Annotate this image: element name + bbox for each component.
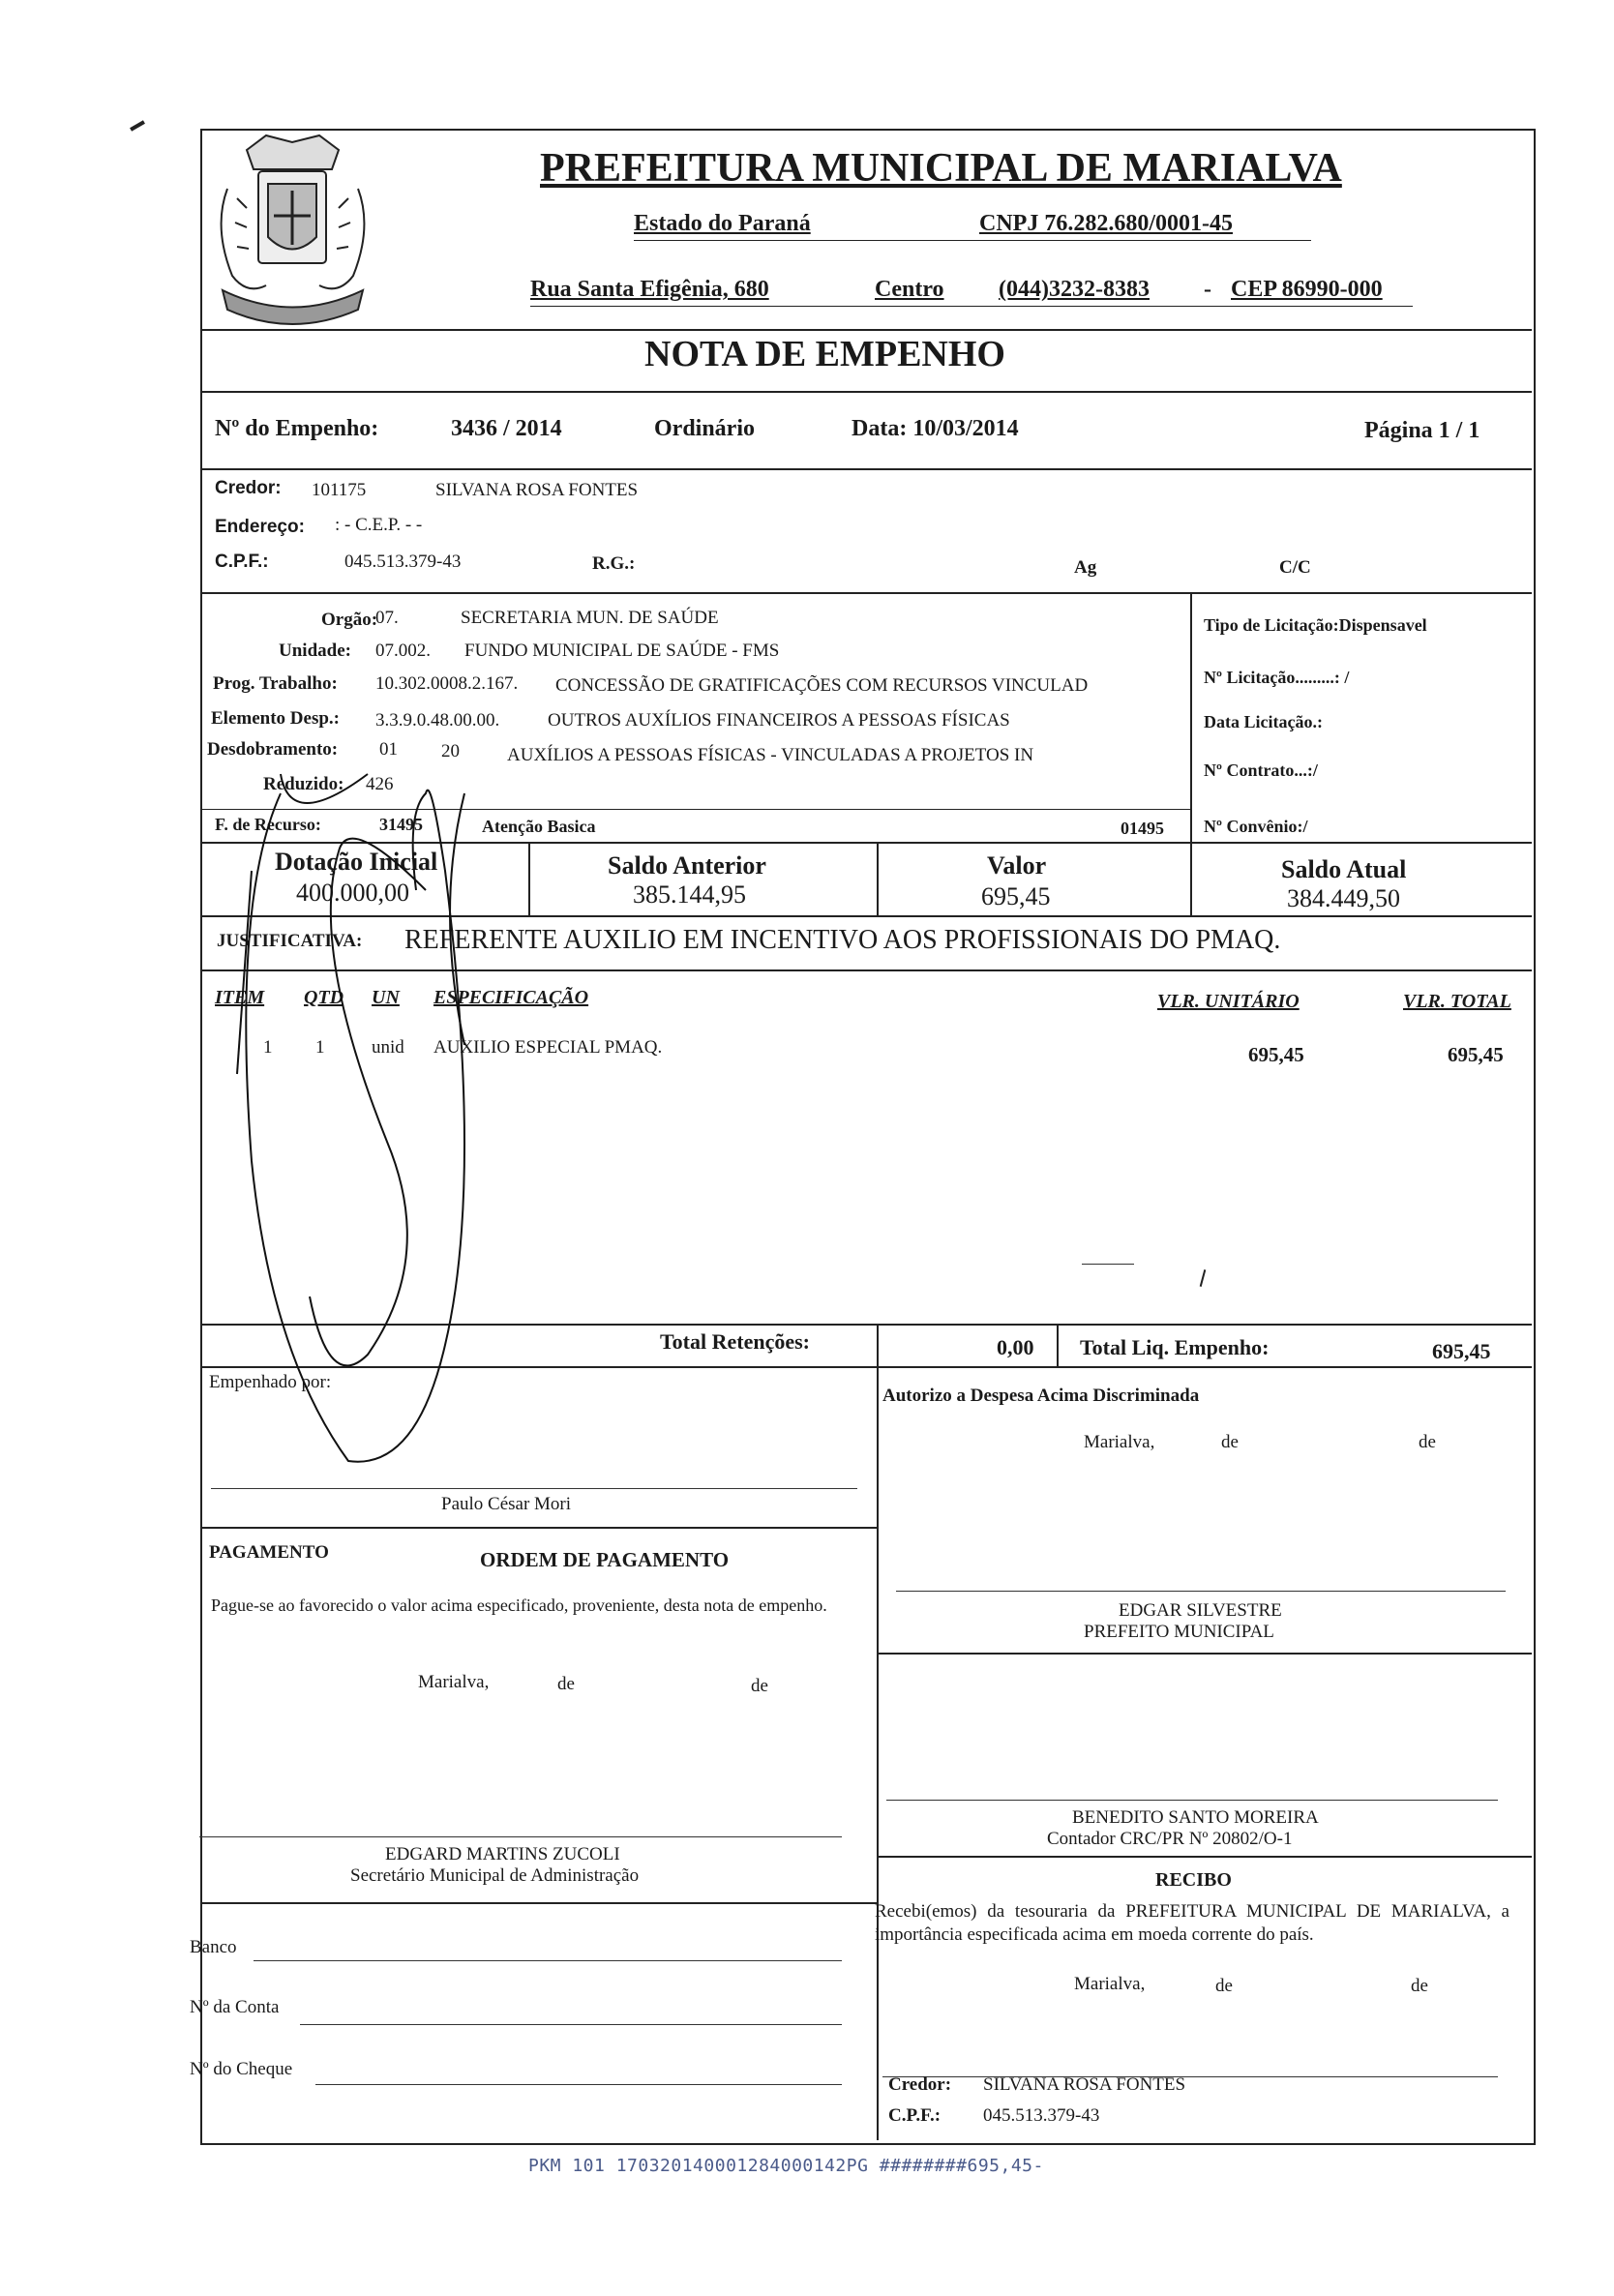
- licitacao-number: Nº Licitação.........: /: [1204, 668, 1350, 687]
- conta-field-line: [300, 2024, 842, 2025]
- empenho-label: Nº do Empenho:: [215, 416, 379, 441]
- address-underline: [530, 306, 1413, 307]
- desdobramento-name: AUXÍLIOS A PESSOAS FÍSICAS - VINCULADAS A PROJETOS IN: [507, 745, 1034, 765]
- recibo-city: Marialva,: [1074, 1974, 1146, 1994]
- unit-price-cell: 695,45: [1248, 1043, 1304, 1066]
- dotacao-label: Dotação Inicial: [275, 848, 438, 876]
- spec-cell: AUXILIO ESPECIAL PMAQ.: [433, 1037, 663, 1058]
- banco-field-line: [254, 1960, 842, 1961]
- empenho-date: Data: 10/03/2014: [852, 416, 1019, 441]
- contador-top-line: [877, 1653, 1532, 1655]
- contador-role: Contador CRC/PR Nº 20802/O-1: [1047, 1829, 1293, 1849]
- orgao-code: 07.: [375, 608, 399, 628]
- saldo-anterior-value: 385.144,95: [633, 880, 746, 909]
- title-bottom-line: [200, 391, 1532, 393]
- endereco-label: Endereço:: [215, 517, 305, 537]
- justificativa-label: JUSTIFICATIVA:: [217, 931, 363, 951]
- endereco-value: : - C.E.P. - -: [335, 515, 423, 535]
- desdobramento-code1: 01: [379, 739, 398, 760]
- info-bottom-line: [200, 468, 1532, 470]
- contador-sign-line: [886, 1800, 1498, 1801]
- autorizo-de-1: de: [1221, 1432, 1239, 1452]
- page-number: Página 1 / 1: [1364, 418, 1480, 443]
- saldo-atual-label: Saldo Atual: [1281, 855, 1407, 883]
- qtd-cell: 1: [315, 1037, 325, 1058]
- recibo-label: RECIBO: [1155, 1869, 1232, 1891]
- empenhado-label: Empenhado por:: [209, 1372, 332, 1392]
- cc-label: C/C: [1279, 557, 1311, 578]
- recibo-de-2: de: [1411, 1976, 1428, 1996]
- recibo-credor-name: SILVANA ROSA FONTES: [983, 2074, 1186, 2095]
- contador-name: BENEDITO SANTO MOREIRA: [1072, 1807, 1319, 1828]
- rg-label: R.G.:: [592, 553, 636, 574]
- recurso-label: F. de Recurso:: [215, 815, 321, 834]
- recurso-name: Atenção Basica: [482, 817, 596, 836]
- autorizo-label: Autorizo a Despesa Acima Discriminada: [882, 1386, 1200, 1406]
- total-liq-value: 695,45: [1432, 1339, 1491, 1363]
- desdobramento-code2: 20: [441, 741, 460, 761]
- lower-divider: [877, 1366, 879, 2140]
- item-header: ITEM: [215, 987, 265, 1008]
- empenhado-name: Paulo César Mori: [441, 1494, 572, 1514]
- retencoes-value: 0,00: [997, 1335, 1034, 1359]
- ag-label: Ag: [1074, 557, 1097, 578]
- empenho-number: 3436 / 2014: [451, 416, 562, 441]
- cheque-field-line: [315, 2084, 842, 2085]
- qtd-header: QTD: [304, 987, 344, 1008]
- autorizo-city: Marialva,: [1084, 1432, 1155, 1452]
- pagamento-label: PAGAMENTO: [209, 1542, 329, 1563]
- corner-mark: [130, 120, 145, 131]
- pagamento-city: Marialva,: [418, 1672, 490, 1692]
- secretario-name: EDGARD MARTINS ZUCOLI: [385, 1844, 620, 1864]
- elemento-code: 3.3.9.0.48.00.00.: [375, 710, 500, 731]
- empenhado-sign-line: [211, 1488, 857, 1489]
- recibo-sign-line: [882, 2076, 1498, 2077]
- licitacao-date: Data Licitação.:: [1204, 712, 1323, 731]
- pagamento-de-1: de: [557, 1674, 575, 1694]
- page-title: PREFEITURA MUNICIPAL DE MARIALVA: [540, 146, 1342, 191]
- credor-label: Credor:: [215, 478, 282, 498]
- credor-code: 101175: [312, 480, 367, 500]
- phone-label: (044)3232-8383: [999, 277, 1150, 302]
- stray-mark: [1082, 1264, 1134, 1265]
- vlr-unitario-header: VLR. UNITÁRIO: [1157, 991, 1300, 1012]
- pagamento-de-2: de: [751, 1676, 768, 1696]
- header-separator: -: [1204, 277, 1211, 302]
- autorizo-de-2: de: [1419, 1432, 1436, 1452]
- recibo-text: Recebi(emos) da tesouraria da PREFEITURA MUNICIPAL DE MARIALVA, a importância especificada acima em moeda corrente do país.: [875, 1901, 1509, 1945]
- coat-of-arms-logo: [208, 131, 377, 339]
- desdobramento-label: Desdobramento:: [207, 739, 339, 760]
- valor-label: Valor: [987, 851, 1047, 880]
- saldo-atual-value: 384.449,50: [1287, 884, 1400, 912]
- unidade-name: FUNDO MUNICIPAL DE SAÚDE - FMS: [464, 641, 780, 661]
- recibo-cpf-label: C.P.F.:: [888, 2105, 942, 2126]
- contrato-number: Nº Contrato...:/: [1204, 760, 1318, 780]
- title-top-line: [200, 329, 1532, 331]
- un-cell: unid: [372, 1037, 404, 1058]
- totals-divider-1: [877, 1324, 879, 1366]
- footer-code: PKM 101 170320140001284000142PG ########695,45-: [528, 2156, 1044, 2176]
- prog-code: 10.302.0008.2.167.: [375, 673, 519, 694]
- cheque-label: Nº do Cheque: [190, 2059, 293, 2079]
- reduzido-value: 426: [366, 774, 394, 794]
- document-title: NOTA DE EMPENHO: [644, 334, 1005, 374]
- elemento-name: OUTROS AUXÍLIOS FINANCEIROS A PESSOAS FÍSICAS: [548, 710, 1010, 731]
- cpf-label: C.P.F.:: [215, 552, 269, 572]
- prog-name: CONCESSÃO DE GRATIFICAÇÕES COM RECURSOS VINCULAD: [555, 675, 1089, 696]
- totals-divider-2: [1057, 1324, 1059, 1366]
- recibo-de-1: de: [1215, 1976, 1233, 1996]
- district-label: Centro: [875, 277, 944, 302]
- item-cell: 1: [263, 1037, 273, 1058]
- budget-divider: [1190, 592, 1192, 844]
- state-underline: [634, 240, 1311, 241]
- total-liq-label: Total Liq. Empenho:: [1080, 1335, 1270, 1359]
- dotacao-value: 400.000,00: [296, 879, 409, 907]
- recibo-cpf-value: 045.513.379-43: [983, 2105, 1100, 2126]
- banco-label: Banco: [190, 1937, 237, 1957]
- state-label: Estado do Paraná: [634, 211, 811, 236]
- retencoes-label: Total Retenções:: [660, 1329, 810, 1354]
- licitacao-type: Tipo de Licitação:Dispensavel: [1204, 615, 1427, 635]
- secretario-role: Secretário Municipal de Administração: [350, 1865, 640, 1886]
- prog-label: Prog. Trabalho:: [213, 673, 338, 694]
- recibo-credor-label: Credor:: [888, 2074, 952, 2095]
- prefeito-role: PREFEITO MUNICIPAL: [1084, 1622, 1274, 1642]
- elemento-label: Elemento Desp.:: [211, 708, 340, 729]
- unidade-label: Unidade:: [279, 641, 351, 661]
- saldo-anterior-label: Saldo Anterior: [608, 851, 766, 880]
- cpf-value: 045.513.379-43: [344, 552, 462, 572]
- unidade-code: 07.002.: [375, 641, 431, 661]
- un-header: UN: [372, 987, 400, 1008]
- banco-top-line: [200, 1902, 877, 1904]
- reduzido-label: Reduzido:: [263, 774, 344, 794]
- conta-label: Nº da Conta: [190, 1997, 280, 2017]
- vlr-total-header: VLR. TOTAL: [1403, 991, 1511, 1012]
- pague-text: Pague-se ao favorecido o valor acima especificado, proveniente, desta nota de empenho.: [211, 1595, 827, 1615]
- secretario-sign-line: [199, 1836, 842, 1837]
- pagamento-top-line: [200, 1527, 877, 1529]
- address-label: Rua Santa Efigênia, 680: [530, 277, 769, 302]
- credor-bottom-line: [200, 592, 1532, 594]
- prefeito-name: EDGAR SILVESTRE: [1119, 1600, 1282, 1621]
- handwritten-signature: [194, 755, 658, 1471]
- balance-divider-3: [1190, 842, 1192, 915]
- valor-value: 695,45: [981, 882, 1051, 910]
- orgao-name: SECRETARIA MUN. DE SAÚDE: [461, 608, 719, 628]
- especificacao-header: ESPECIFICAÇÃO: [433, 987, 589, 1008]
- recurso-code: 31495: [379, 815, 423, 834]
- credor-name: SILVANA ROSA FONTES: [435, 480, 639, 500]
- convenio-number: Nº Convênio:/: [1204, 817, 1308, 836]
- recibo-top-line: [877, 1856, 1532, 1858]
- ordem-label: ORDEM DE PAGAMENTO: [480, 1548, 730, 1571]
- cnpj-label: CNPJ 76.282.680/0001-45: [979, 211, 1233, 236]
- empenho-type: Ordinário: [654, 416, 756, 441]
- recurso-code2: 01495: [1121, 819, 1164, 838]
- justificativa-text: REFERENTE AUXILIO EM INCENTIVO AOS PROFISSIONAIS DO PMAQ.: [404, 925, 1281, 955]
- cep-label: CEP 86990-000: [1231, 277, 1383, 302]
- balance-divider-2: [877, 842, 879, 915]
- prefeito-sign-line: [896, 1591, 1506, 1592]
- orgao-label: Orgão:: [321, 610, 378, 630]
- total-price-cell: 695,45: [1448, 1043, 1504, 1066]
